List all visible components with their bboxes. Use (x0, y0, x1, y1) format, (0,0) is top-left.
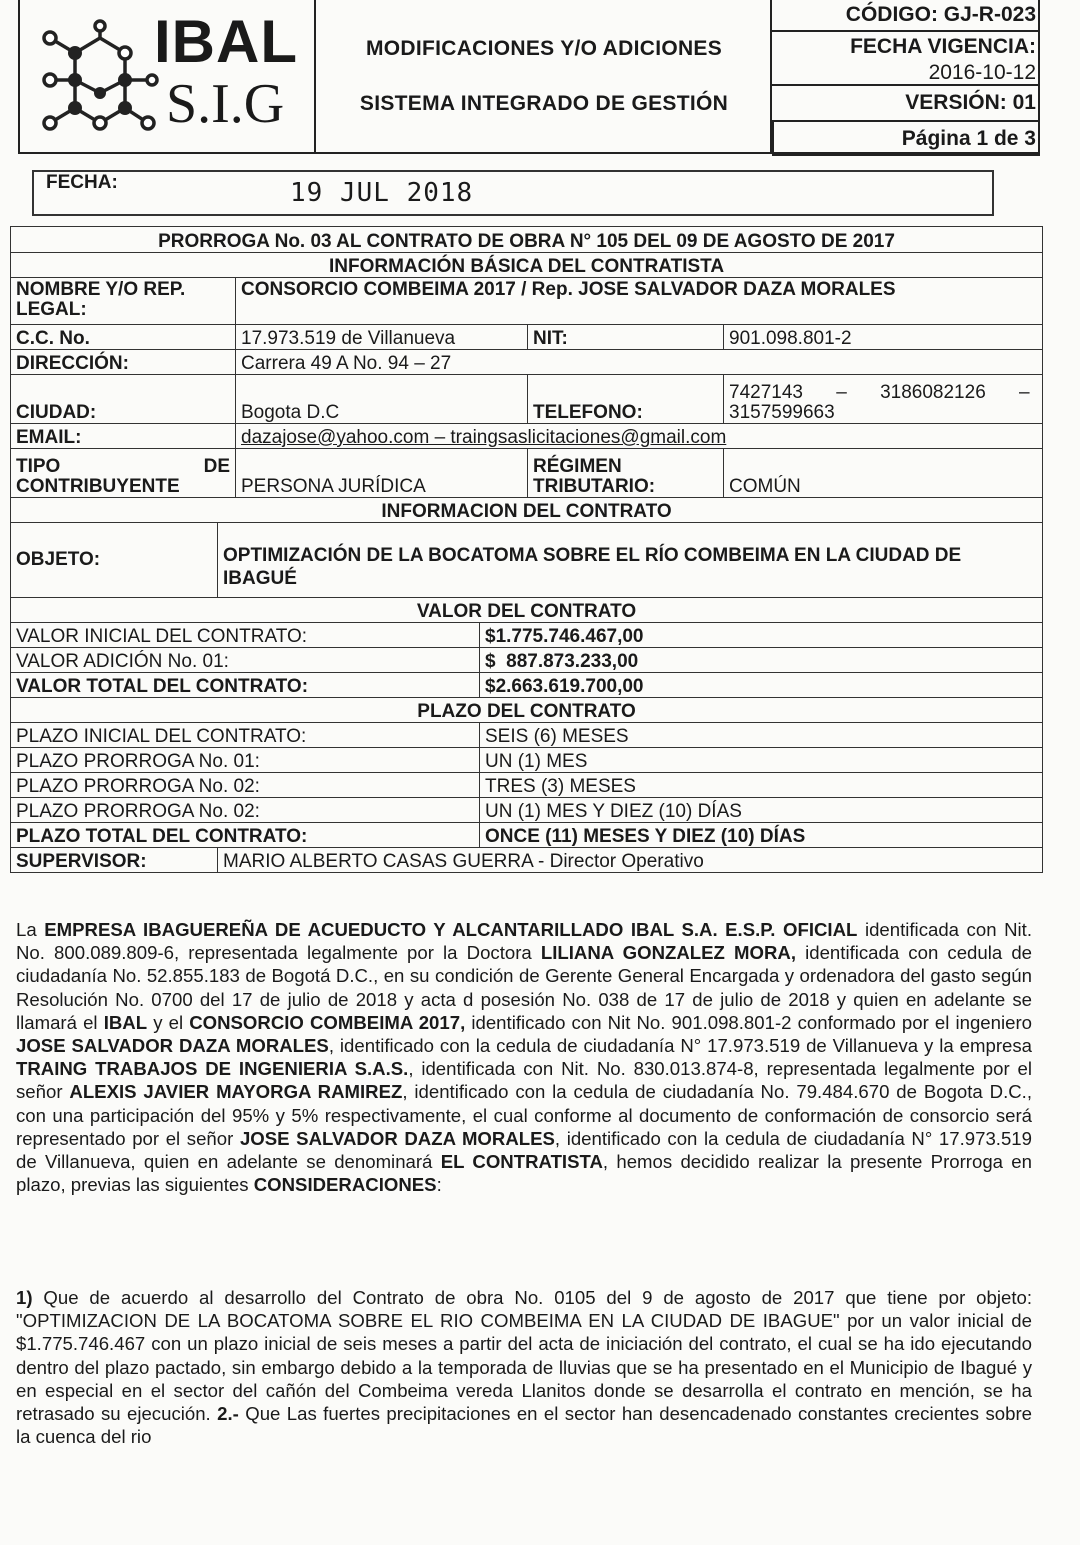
section-plazo: PLAZO DEL CONTRATO (11, 698, 1043, 723)
plazo-total-label: PLAZO TOTAL DEL CONTRATO: (11, 823, 480, 848)
supervisor-label: SUPERVISOR: (11, 848, 218, 873)
text-run: identificado con Nit No. 901.098.801-2 conformado por el ingeniero (465, 1011, 1032, 1033)
table-row (11, 773, 1043, 798)
plazo-prorroga-2-value: TRES (3) MESES (480, 773, 1043, 798)
text-run: , identificado con la cedula de ciudadanía N° 17.973.519 de Villanueva y la empresa (328, 1035, 1032, 1057)
telefono-value (724, 375, 1043, 424)
table-row (11, 523, 1043, 598)
plazo-inicial-value: SEIS (6) MESES (480, 723, 1043, 748)
ciudad-value: Bogota D.C (236, 375, 528, 424)
parties-paragraph (16, 918, 1032, 1196)
direccion-value: Carrera 49 A No. 94 – 27 (236, 350, 1043, 375)
fecha-stamp: 19 JUL 2018 (290, 178, 474, 208)
logo-cell (18, 0, 316, 154)
ciudad-label: CIUDAD: (11, 375, 236, 424)
plazo-inicial-label: PLAZO INICIAL DEL CONTRATO: (11, 723, 480, 748)
bold-run: EL CONTRATISTA (440, 1151, 603, 1173)
telefono-line2: 3157599663 (729, 402, 835, 423)
considerations-paragraph (16, 1286, 1032, 1448)
nombre-value: CONSORCIO COMBEIMA 2017 / Rep. JOSE SALVADOR DAZA MORALES (236, 278, 1043, 325)
table-row (11, 449, 1043, 498)
valor-total-label: VALOR TOTAL DEL CONTRATO: (11, 673, 480, 698)
email-label: EMAIL: (11, 424, 236, 449)
logo-text-sig: S.I.G (166, 73, 285, 135)
bold-run: IBAL (103, 1011, 148, 1033)
table-row (11, 673, 1043, 698)
table-row (11, 227, 1043, 253)
ibal-molecule-logo-icon (30, 18, 160, 138)
header-title-line1: MODIFICACIONES Y/O ADICIONES (365, 37, 723, 60)
table-row (11, 498, 1043, 523)
valor-inicial-value: $1.775.746.467,00 (480, 623, 1043, 648)
cc-value: 17.973.519 de Villanueva (236, 325, 528, 350)
text-run: Que Las fuertes precipitaciones en el sector han desencadenado constantes crecientes sobre la cuenca del rio (16, 1403, 1032, 1448)
bold-run: CONSIDERACIONES (253, 1174, 437, 1196)
email-value: dazajose@yahoo.com – traingsaslicitaciones@gmail.com (236, 424, 1043, 449)
bold-run: JOSE SALVADOR DAZA MORALES (16, 1035, 329, 1057)
direccion-label: DIRECCIÓN: (11, 350, 236, 375)
table-row (11, 253, 1043, 278)
table-row (11, 823, 1043, 848)
version: VERSIÓN: 01 (772, 86, 1040, 122)
text-run: , hemos decidido realizar la presente Prorroga en plazo, previas las siguientes (16, 1151, 1032, 1196)
bold-run: EMPRESA IBAGUEREÑA DE ACUEDUCTO Y ALCANTARILLADO IBAL S.A. E.S.P. OFICIAL (44, 919, 858, 940)
objeto-value: OPTIMIZACIÓN DE LA BOCATOMA SOBRE EL RÍO COMBEIMA EN LA CIUDAD DE IBAGUÉ (218, 523, 1043, 598)
text-run: , identificado con la cedula de ciudadanía N° 17.973.519 de Villanueva, quien en adelante se denominará (16, 1127, 1032, 1173)
regimen-value: COMÚN (724, 449, 1043, 498)
fecha-vigencia-label: FECHA VIGENCIA: (850, 35, 1036, 58)
text-run: identificada con cedula de ciudadanía No. 52.855.183 de Bogotá D.C., en su condición de Gerente General Encargada y ordenadora del gasto según Resolución No. 0700 del 17 de julio de 2018 y acta d posesión No. 038 de 17 de julio de 2018 y quien en adelante se llamará el (16, 942, 1033, 1033)
valor-adicion-value: $ 887.873.233,00 (480, 648, 1043, 673)
plazo-prorroga-2-label: PLAZO PRORROGA No. 02: (11, 773, 480, 798)
contract-info-table (10, 226, 1043, 873)
text-run: , identificada con Nit. No. 830.013.874-8, representada legalmente por el señor (16, 1058, 1033, 1103)
nit-label: NIT: (528, 325, 724, 350)
table-row (11, 648, 1043, 673)
fecha-vigencia-value: 2016-10-12 (928, 61, 1036, 84)
section-valor: VALOR DEL CONTRATO (11, 598, 1043, 623)
nit-value: 901.098.801-2 (724, 325, 1043, 350)
logo-text-ibal: IBAL (154, 8, 298, 75)
valor-total-value: $2.663.619.700,00 (480, 673, 1043, 698)
text-run: La (16, 919, 45, 940)
table-row (11, 798, 1043, 823)
supervisor-value: MARIO ALBERTO CASAS GUERRA - Director Operativo (218, 848, 1043, 873)
table-row (11, 278, 1043, 325)
regimen-label: RÉGIMEN TRIBUTARIO: (528, 449, 724, 498)
telefono-line1: 7427143 – 3186082126 – (729, 382, 1030, 403)
fecha-label: FECHA: (46, 172, 118, 193)
tipo-value: PERSONA JURÍDICA (236, 449, 528, 498)
table-row (11, 350, 1043, 375)
bold-run: TRAING TRABAJOS DE INGENIERIA S.A.S. (16, 1058, 409, 1080)
bold-run: CONSORCIO COMBEIMA 2017, (189, 1011, 466, 1033)
bold-run: 2.- (217, 1403, 239, 1425)
text-run: , identificado con la cedula de ciudadanía No. 79.484.670 de Bogota D.C., con una participación del 95% y 5% respectivamente, el cual conforme al documento de conformación de consorcio será representado por el señor (16, 1081, 1032, 1149)
table-row (11, 723, 1043, 748)
table-title: PRORROGA No. 03 AL CONTRATO DE OBRA N° 105 DEL 09 DE AGOSTO DE 2017 (11, 227, 1043, 253)
bold-run: ALEXIS JAVIER MAYORGA RAMIREZ (69, 1081, 403, 1103)
codigo: CÓDIGO: GJ-R-023 (772, 2, 1040, 32)
table-row (11, 748, 1043, 773)
fecha-vigencia (772, 32, 1040, 86)
bold-run: JOSE SALVADOR DAZA MORALES (239, 1127, 555, 1149)
table-row (11, 848, 1043, 873)
header-title-line2: SISTEMA INTEGRADO DE GESTIÓN (359, 92, 729, 115)
text-run: y el (147, 1011, 190, 1033)
cc-label: C.C. No. (11, 325, 236, 350)
plazo-prorroga-3-label: PLAZO PRORROGA No. 02: (11, 798, 480, 823)
valor-adicion-label: VALOR ADICIÓN No. 01: (11, 648, 480, 673)
section-contratista: INFORMACIÓN BÁSICA DEL CONTRATISTA (11, 253, 1043, 278)
bold-run: LILIANA GONZALEZ MORA, (540, 942, 796, 964)
plazo-prorroga-1-label: PLAZO PRORROGA No. 01: (11, 748, 480, 773)
fecha-box (32, 170, 994, 216)
tipo-label: TIPO DE CONTRIBUYENTE (11, 449, 236, 498)
table-row (11, 375, 1043, 424)
valor-inicial-label: VALOR INICIAL DEL CONTRATO: (11, 623, 480, 648)
bold-run: 1) (16, 1287, 33, 1308)
table-row (11, 424, 1043, 449)
text-run: : (436, 1174, 442, 1196)
objeto-label: OBJETO: (11, 523, 218, 598)
header-title-cell (316, 0, 772, 154)
text-run: identificada con Nit. No. 800.089.809-6, representada legalmente por la Doctora (16, 919, 1032, 964)
table-row (11, 698, 1043, 723)
section-contrato: INFORMACION DEL CONTRATO (11, 498, 1043, 523)
nombre-label: NOMBRE Y/O REP. LEGAL: (11, 278, 236, 325)
table-row (11, 598, 1043, 623)
plazo-prorroga-3-value: UN (1) MES Y DIEZ (10) DÍAS (480, 798, 1043, 823)
table-row (11, 325, 1043, 350)
pagina: Página 1 de 3 (772, 122, 1040, 156)
telefono-label: TELEFONO: (528, 375, 724, 424)
text-run: Que de acuerdo al desarrollo del Contrato de obra No. 0105 del 9 de agosto de 2017 que tiene por objeto: "OPTIMIZACION DE LA BOCATOMA SOBRE EL RIO COMBEIMA EN LA CIUDAD DE IBAGUE" por un valor inicial de $1.775.746.467 con un plazo inicial de seis meses a partir del acta de iniciación del contrato, el cual se ha ido ejecutando dentro del plazo pactado, sin embargo debido a la temporada de lluvias que se ha presentado en el Municipio de Ibagué y en especial en el sector del cañón del Combeima vereda Llanitos donde se desarrolla el contrato en mención, se ha retrasado su ejecución. (16, 1287, 1032, 1425)
plazo-prorroga-1-value: UN (1) MES (480, 748, 1043, 773)
plazo-total-value: ONCE (11) MESES Y DIEZ (10) DÍAS (480, 823, 1043, 848)
table-row (11, 623, 1043, 648)
